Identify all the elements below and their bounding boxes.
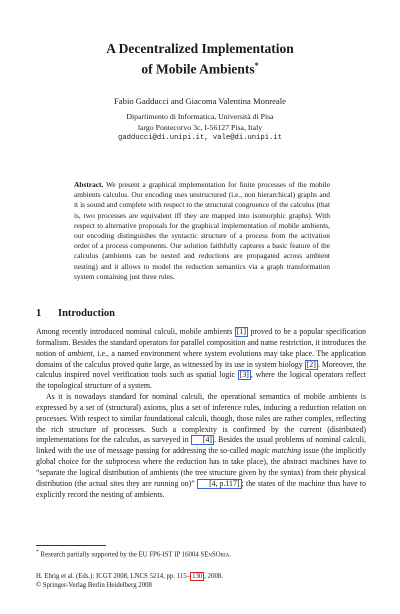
citation-link-5[interactable]: [4, p.117] (197, 479, 241, 489)
para2-text-a: As it is nowadays standard for nominal calculi, the operational semantics of mobile ambients is expressed by a set of (structural) axioms, plus a set of inference rules, inducing a reduction relation on processes. With respect to similar foundational calculi, though, those rules are rather complex, reflecting the rich structure of processes. Such a complexity is confirmed by the current (distributed) implementations for the calculus, as surveyed in (36, 392, 366, 445)
paragraph-2 (36, 392, 366, 500)
paper-title (0, 40, 400, 78)
para1-text-a: Among recently introduced nominal calculi, mobile ambients (36, 327, 235, 336)
section-number: 1 (36, 308, 42, 319)
footnote-rule (36, 545, 106, 546)
footnote-end: . (229, 551, 231, 559)
publisher-info (36, 572, 366, 590)
footnote-text: Research partially supported by the EU FP6-IST IP 16004 (40, 551, 201, 559)
para1-text-b: proved to be a popular specification formalism. Besides the standard operators for parallel composition and name restriction, it introduces the notion of (36, 327, 366, 358)
citation-link-4[interactable]: [4] (191, 435, 214, 445)
title-line-2-text: of Mobile Ambients (141, 61, 255, 77)
footnote-project: SEnSOria (200, 551, 230, 559)
publisher-line-1 (36, 572, 366, 581)
authors: Fabio Gadducci and Giacoma Valentina Monreale (114, 96, 286, 106)
abstract-text: We present a graphical implementation for finite processes of the mobile ambients calculus. Our encoding uses unstructured (i.e., non hierarchical) graphs and it is sound and complete with respect to the structural congruence of the calculus (that is, two processes are equivalent iff they are mapped into isomorphic graphs). With respect to alternative proposals for the graphical implementation of mobile ambients, our encoding distinguishes the syntactic structure of a process from the activation order of a process components. Our solution faithfully captures a basic feature of the calculus (ambients can be nested and reductions are propagated across ambient nesting) and it allows to model the reduction semantics via a graph transformation system containing just three rules. (74, 180, 331, 281)
para2-emphasis: magic matching (250, 446, 302, 456)
para1-text-c: , i.e., a named environment where system evolutions may take place. The application domains of the calculus proved quite large, as witnessed by its use in system biology (36, 348, 366, 369)
publisher-line-2: © Springer-Verlag Berlin Heidelberg 2008 (36, 582, 152, 589)
citation-link-2[interactable]: [2] (306, 359, 316, 369)
section-title: Introduction (58, 308, 115, 319)
para2-text-b: . Besides the usual problems of nominal calculi, linked with the use of message passing for addressing the so-called (36, 435, 366, 456)
para1-emphasis: ambient (67, 348, 93, 358)
affiliation-dept: Dipartimento di Informatica, Università di Pisa (126, 112, 274, 121)
paragraph-1 (36, 327, 366, 392)
abstract-label: Abstract. (74, 180, 104, 189)
citation-link-3[interactable]: [3] (239, 370, 249, 380)
footnote (36, 549, 366, 558)
footnote-marker: * (36, 549, 39, 555)
page-range-link[interactable]: 130 (192, 573, 203, 580)
citation-link-1[interactable]: [1] (236, 327, 246, 336)
title-footnote-marker: * (254, 61, 259, 70)
title-line-2 (0, 57, 400, 78)
body-text (36, 327, 366, 501)
para1-text-e: , where the logical operators reflect the topological structure of a system. (36, 370, 366, 391)
affiliation-emails: gadducci@di.unipi.it, vale@di.unipi.it (118, 134, 282, 142)
publisher-citation: H. Ehrig et al. (Eds.): ICGT 2008, LNCS 5214, pp. 115– (36, 573, 191, 580)
para2-text-d: ; the states of the machine thus have to explicitly record the nesting of ambients. (36, 478, 366, 499)
affiliation (0, 112, 400, 144)
publisher-year: , 2008. (204, 573, 223, 580)
section-heading (36, 308, 366, 319)
affiliation-address: largo Pontecorvo 3c, I-56127 Pisa, Italy (137, 122, 263, 132)
abstract (74, 180, 330, 282)
title-line-1: A Decentralized Implementation (106, 41, 294, 56)
para2-text-c: issue (the implicitly global choice for the subprocess where the reduction has to take place), the abstract machines have to “separate the logical distribution of ambients (the tree structure given by the syntax) from their physical distribution (the actual sites they are running on)” (36, 446, 366, 488)
para1-text-d: . Moreover, the calculus inspired novel verification tools such as spatial logic (36, 359, 366, 380)
